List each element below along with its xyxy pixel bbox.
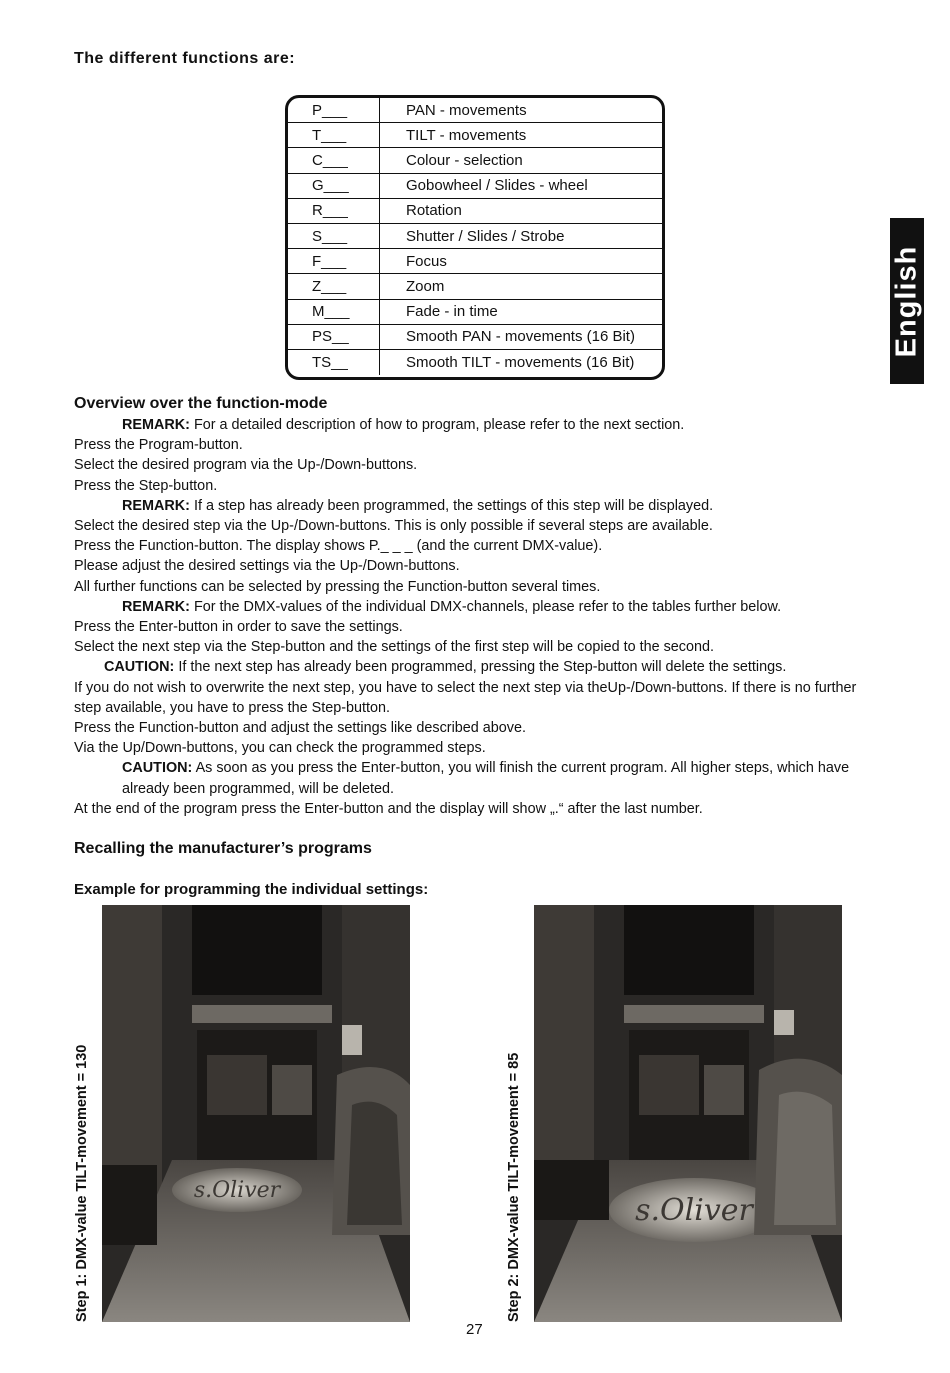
remark-label: REMARK: — [122, 598, 190, 615]
function-description: PAN - movements — [406, 101, 527, 119]
function-code: P___ — [288, 98, 380, 122]
language-tab — [890, 218, 924, 384]
overview-text: Please adjust the desired settings via the Up-/Down-buttons. — [74, 558, 460, 575]
function-description: Fade - in time — [406, 303, 498, 321]
overview-title: Overview over the function-mode — [74, 395, 328, 412]
overview-line — [74, 758, 879, 798]
overview-line — [74, 476, 879, 496]
overview-text: Select the desired program via the Up-/Down-buttons. — [74, 457, 418, 474]
function-code: G___ — [288, 174, 380, 198]
overview-line — [74, 597, 879, 617]
function-code: F___ — [288, 249, 380, 273]
remark-label: CAUTION: — [104, 659, 175, 676]
overview-line — [74, 637, 879, 657]
function-description: Gobowheel / Slides - wheel — [406, 177, 588, 195]
remark-label: REMARK: — [122, 497, 190, 514]
overview-body — [74, 415, 879, 819]
function-row — [288, 174, 662, 199]
example-title: Example for programming the individual settings: — [74, 881, 429, 898]
function-description: Shutter / Slides / Strobe — [406, 227, 565, 245]
function-row — [288, 325, 662, 350]
overview-text: Press the Step-button. — [74, 477, 218, 494]
function-code: M___ — [288, 300, 380, 324]
step2-photo — [534, 905, 842, 1322]
step1-photo — [102, 905, 410, 1322]
overview-text: If you do not wish to overwrite the next step, you have to select the next step via theUp-/Down-buttons. If there is no further step available, you have to press the Step-button. — [74, 679, 857, 716]
overview-line — [74, 738, 879, 758]
recall-title: Recalling the manufacturer’s programs — [74, 840, 372, 857]
gobo-projection-text: s.Oliver — [193, 1178, 281, 1203]
function-code: PS__ — [288, 325, 380, 349]
function-row — [288, 274, 662, 299]
overview-text: Select the desired step via the Up-/Down-buttons. This is only possible if several steps are available. — [74, 518, 713, 535]
page-number: 27 — [466, 1321, 483, 1338]
function-description: Colour - selection — [406, 151, 523, 169]
function-row — [288, 350, 662, 375]
overview-line — [74, 496, 879, 516]
gobo-projection-text: s.Oliver — [635, 1193, 753, 1228]
remark-label: CAUTION: — [122, 760, 193, 777]
function-row — [288, 148, 662, 173]
page-heading: The different functions are: — [74, 50, 296, 67]
function-code: R___ — [288, 199, 380, 223]
function-code: C___ — [288, 148, 380, 172]
overview-line — [74, 577, 879, 597]
overview-line — [74, 455, 879, 475]
overview-text: If a step has already been programmed, the settings of this step will be displayed. — [189, 497, 714, 514]
overview-text: All further functions can be selected by pressing the Function-button several times. — [74, 578, 601, 595]
function-code: T___ — [288, 123, 380, 147]
overview-line — [74, 678, 879, 718]
function-code: TS__ — [288, 350, 380, 375]
overview-line — [74, 415, 879, 435]
function-row — [288, 300, 662, 325]
function-row — [288, 123, 662, 148]
remark-label: REMARK: — [122, 417, 190, 433]
overview-text: Via the Up/Down-buttons, you can check the programmed steps. — [74, 740, 486, 757]
function-code: S___ — [288, 224, 380, 248]
overview-text: For the DMX-values of the individual DMX-channels, please refer to the tables further below. — [189, 598, 782, 615]
overview-text: At the end of the program press the Enter-button and the display will show „.“ after the last number. — [74, 800, 703, 817]
overview-text: As soon as you press the Enter-button, you will finish the current program. All higher steps, which have already been programmed, will be deleted. — [122, 760, 850, 797]
overview-line — [74, 435, 879, 455]
function-description: Smooth PAN - movements (16 Bit) — [406, 328, 635, 346]
overview-line — [74, 718, 879, 738]
overview-line — [74, 799, 879, 819]
overview-line — [74, 657, 879, 677]
function-description: Rotation — [406, 202, 462, 220]
function-description: TILT - movements — [406, 126, 527, 144]
overview-text: Press the Function-button. The display shows P._ _ _ (and the current DMX-value). — [74, 538, 603, 555]
function-description: Smooth TILT - movements (16 Bit) — [406, 353, 635, 371]
overview-line — [74, 556, 879, 576]
overview-text: If the next step has already been programmed, pressing the Step-button will delete the settings. — [174, 659, 787, 676]
overview-text: For a detailed description of how to program, please refer to the next section. — [189, 417, 685, 433]
overview-line — [74, 617, 879, 637]
function-code: Z___ — [288, 274, 380, 298]
overview-line — [74, 516, 879, 536]
overview-text: Select the next step via the Step-button and the settings of the first step will be copied to the second. — [74, 639, 714, 656]
function-row — [288, 98, 662, 123]
functions-table — [285, 95, 665, 380]
step2-caption: Step 2: DMX-value TILT-movement = 85 — [506, 1052, 522, 1322]
function-description: Zoom — [406, 277, 445, 295]
function-description: Focus — [406, 252, 447, 270]
overview-text: Press the Program-button. — [74, 437, 243, 454]
function-row — [288, 249, 662, 274]
overview-text: Press the Function-button and adjust the settings like described above. — [74, 720, 526, 737]
function-row — [288, 224, 662, 249]
overview-text: Press the Enter-button in order to save the settings. — [74, 619, 403, 636]
function-row — [288, 199, 662, 224]
language-tab-label: English — [890, 245, 923, 357]
step1-caption: Step 1: DMX-value TILT-movement = 130 — [74, 1044, 90, 1322]
overview-line — [74, 536, 879, 556]
